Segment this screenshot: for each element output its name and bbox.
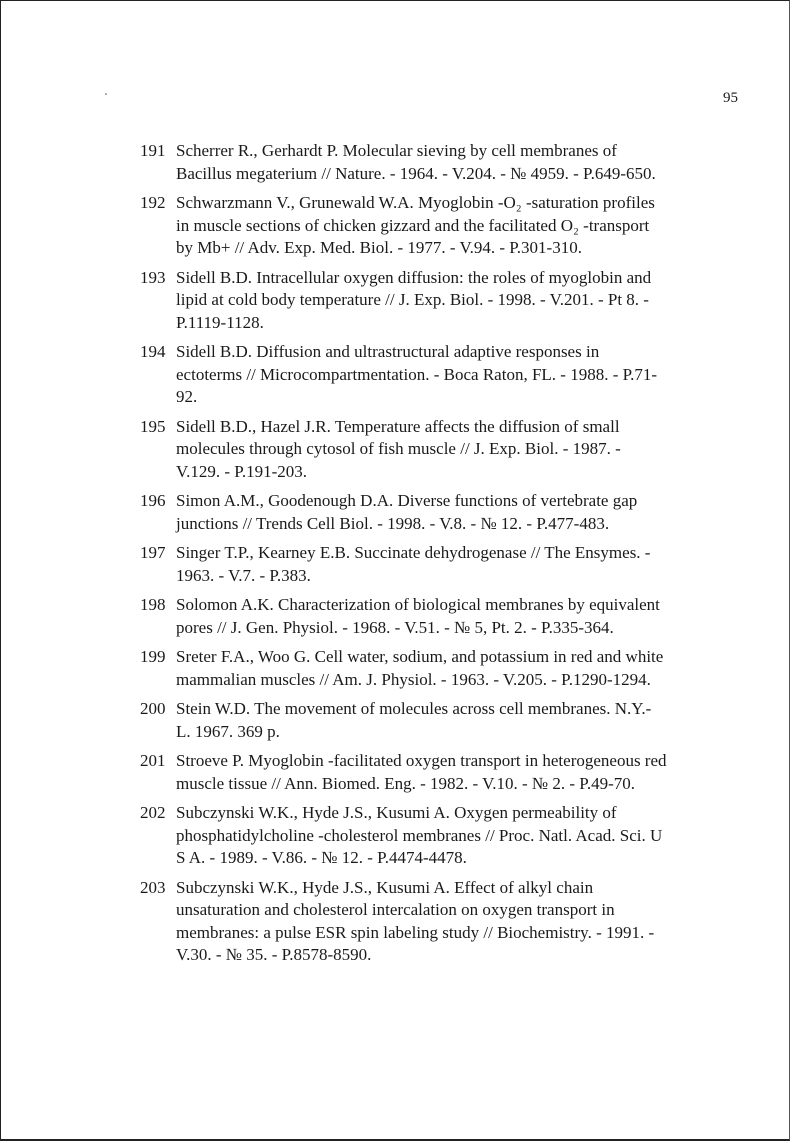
reference-number: 203 [140, 877, 166, 897]
reference-text: Solomon A.K. Characterization of biological membranes by equivalent pores // J. Gen. Physiol. - 1968. - V.51. - № 5, Pt. 2. - P.335-364. [176, 595, 660, 637]
reference-item [140, 192, 710, 260]
reference-text: Subczynski W.K., Hyde J.S., Kusumi A. Oxygen permeability of phosphatidylcholine -cholesterol membranes // Proc. Natl. Acad. Sci. U S A. - 1989. - V.86. - № 12. - P.4474-4478. [176, 803, 663, 867]
reference-item [140, 341, 710, 409]
reference-text: Stroeve P. Myoglobin -facilitated oxygen transport in heterogeneous red muscle tissue // Ann. Biomed. Eng. - 1982. - V.10. - № 2. - P.49-70. [176, 751, 667, 793]
reference-item [140, 542, 710, 587]
reference-item [140, 750, 710, 795]
reference-number: 200 [140, 699, 166, 718]
reference-number: 195 [140, 416, 166, 436]
reference-number: 202 [140, 803, 166, 822]
reference-text: Subczynski W.K., Hyde J.S., Kusumi A. Effect of alkyl chain unsaturation and cholesterol intercalation on oxygen transport in membranes: a pulse ESR spin labeling study // Biochemistry. - 1991. - V.30. - № 35. - P.8578-8590. [176, 877, 655, 964]
reference-number: 197 [140, 543, 166, 562]
reference-text: Simon A.M., Goodenough D.A. Diverse functions of vertebrate gap junctions // Trends Cell Biol. - 1998. - V.8. - № 12. - P.477-483. [176, 491, 638, 533]
reference-list [140, 140, 710, 974]
reference-item [140, 267, 710, 335]
scan-speck [105, 93, 107, 95]
reference-item [140, 490, 710, 535]
reference-number: 191 [140, 141, 166, 160]
reference-text: Stein W.D. The movement of molecules across cell membranes. N.Y.- L. 1967. 369 p. [176, 699, 652, 741]
page-number: 95 [723, 90, 738, 106]
reference-text: Singer T.P., Kearney E.B. Succinate dehydrogenase // The Ensymes. - 1963. - V.7. - P.383. [176, 543, 651, 585]
reference-text: Scherrer R., Gerhardt P. Molecular sieving by cell membranes of Bacillus megaterium // Nature. - 1964. - V.204. - № 4959. - P.649-650. [176, 141, 656, 183]
reference-number: 196 [140, 491, 166, 510]
reference-text: Sreter F.A., Woo G. Cell water, sodium, and potassium in red and white mammalian muscles // Am. J. Physiol. - 1963. - V.205. - P.1290-1294. [176, 647, 664, 689]
reference-item [140, 416, 710, 484]
reference-item [140, 698, 710, 743]
reference-number: 198 [140, 595, 166, 614]
reference-item [140, 646, 710, 691]
reference-text: Sidell B.D., Hazel J.R. Temperature affects the diffusion of small molecules through cytosol of fish muscle // J. Exp. Biol. - 1987. - V.129. - P.191-203. [176, 416, 621, 481]
reference-item [140, 877, 710, 967]
reference-number: 194 [140, 342, 166, 361]
reference-text: Sidell B.D. Intracellular oxygen diffusion: the roles of myoglobin and lipid at cold body temperature // J. Exp. Biol. - 1998. - V.201. - Pt 8. - P.1119-1128. [176, 267, 652, 332]
reference-item [140, 140, 710, 185]
reference-text: Sidell B.D. Diffusion and ultrastructural adaptive responses in ectoterms // Microcompartmentation. - Boca Raton, FL. - 1988. - P.71- 92. [176, 342, 658, 406]
reference-number: 192 [140, 193, 166, 212]
reference-text: Schwarzmann V., Grunewald W.A. Myoglobin -O₂ -saturation profiles in muscle sections of chicken gizzard and the facilitated O₂ -transport by Mb+ // Adv. Exp. Med. Biol. - 1977. - V.94. - P.301-310. [176, 193, 655, 257]
reference-number: 193 [140, 267, 166, 287]
reference-item [140, 802, 710, 870]
reference-item [140, 594, 710, 639]
reference-number: 201 [140, 751, 166, 770]
reference-number: 199 [140, 647, 166, 666]
